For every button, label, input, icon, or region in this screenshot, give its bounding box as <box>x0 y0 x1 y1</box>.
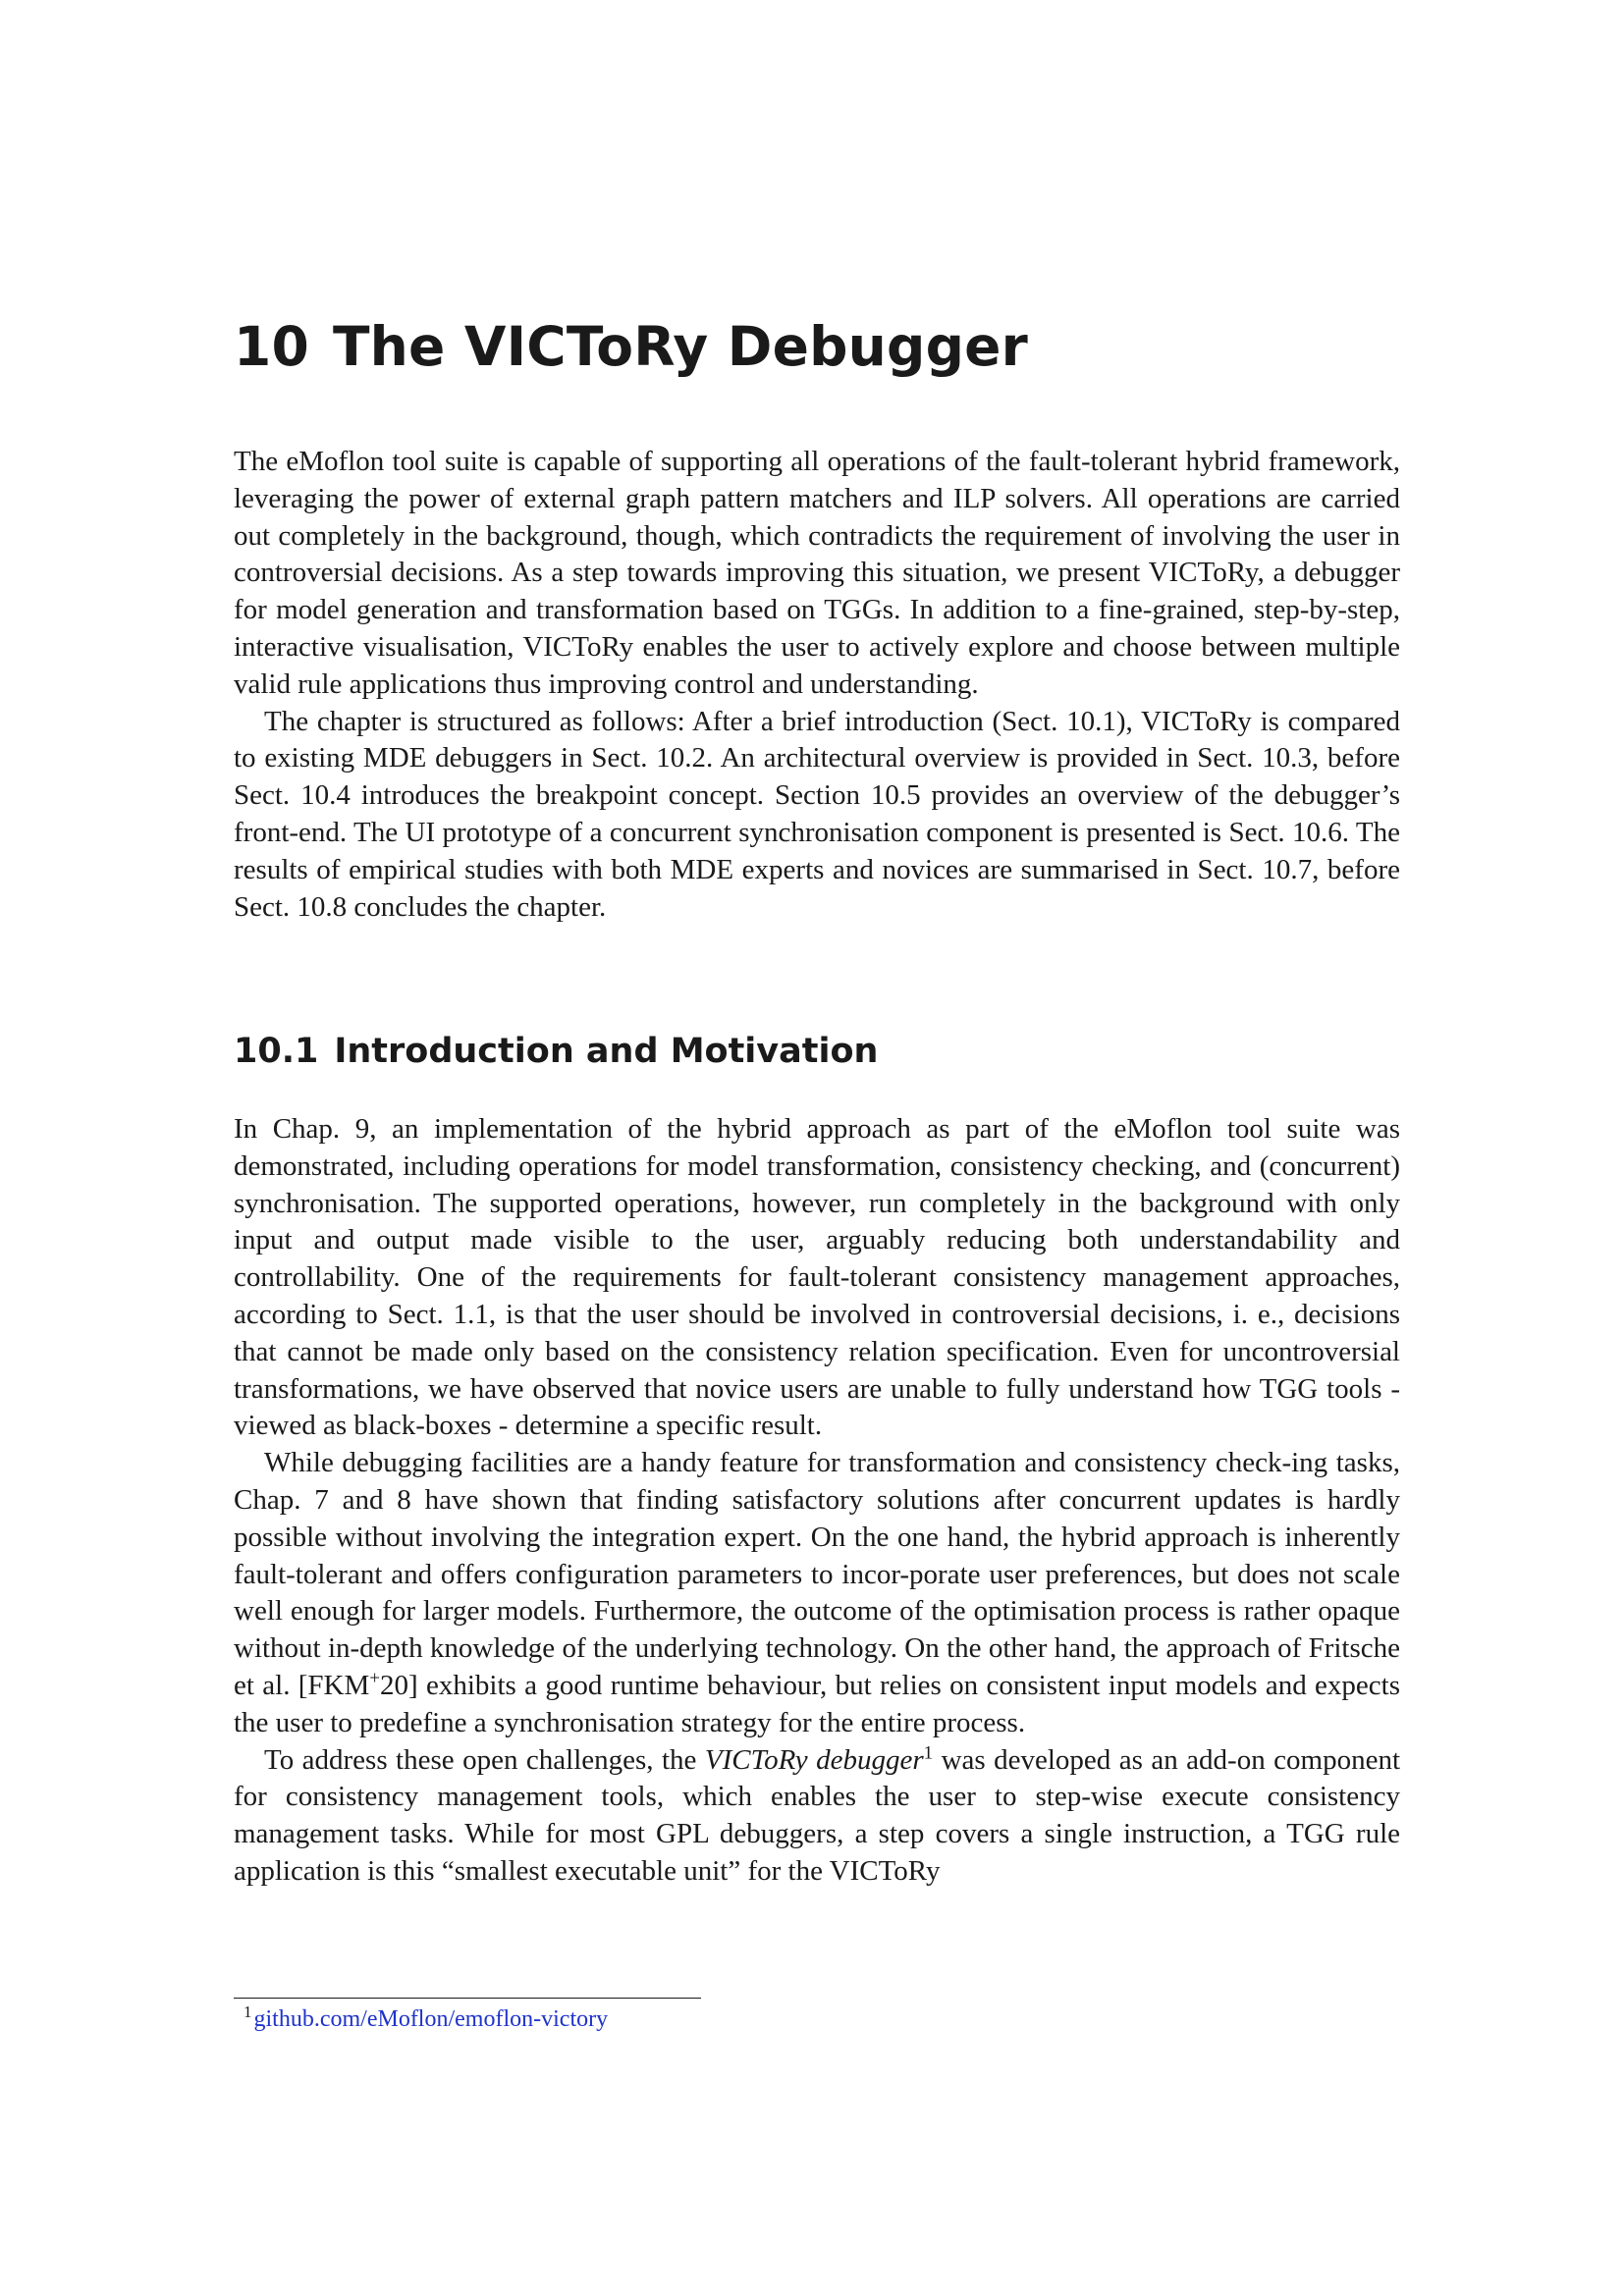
section-number: 10.1 <box>234 1032 319 1071</box>
body-paragraph-2-end: 20] exhibits a good runtime behaviour, but relies on consistent input models and expects the user to predefine a synchronisation strategy for the entire process. <box>234 1669 1400 1738</box>
footnote-link[interactable]: github.com/eMoflon/emoflon-victory <box>253 2006 609 2032</box>
body-paragraph-3 <box>234 1742 1400 1891</box>
body-paragraph-3-end: was developed as an add-on component for consistency management tools, which enables the user to step-wise execute consistency management tasks. While for most GPL debuggers, a step covers a single instruction, a TGG rule application is this “smallest executable unit” for the VICToRy <box>234 1743 1401 1887</box>
chapter-intro <box>234 444 1400 926</box>
chapter-title <box>234 312 1028 381</box>
citation-superscript: + <box>369 1668 381 1689</box>
intro-paragraph-2: The chapter is structured as follows: After a brief introduction (Sect. 10.1), VICToRy is compared to existing MDE debuggers in Sect. 10.2. An architectural overview is provided in Sect. 10.3, before Sect. 10.4 introduces the breakpoint concept. Section 10.5 provides an overview of the debugger’s front-end. The UI prototype of a concurrent synchronisation component is presented is Sect. 10.6. The results of empirical studies with both MDE experts and novices are summarised in Sect. 10.7, before Sect. 10.8 concludes the chapter. <box>234 705 1400 923</box>
section-body <box>234 1111 1400 1891</box>
victory-debugger-term: VICToRy debugger <box>704 1743 924 1776</box>
footnote-marker: 1 <box>244 2002 252 2021</box>
body-paragraph-1: In Chap. 9, an implementation of the hybrid approach as part of the eMoflon tool suite was demonstrated, including operations for model transformation, consistency checking, and (concurrent) synchronisation. The supported operations, however, run completely in the background with only input and output made visible to the user, arguably reducing both understandability and controllability. One of the requirements for fault-tolerant consistency management approaches, according to Sect. 1.1, is that the user should be involved in controversial decisions, i. e., decisions that cannot be made only based on the consistency relation specification. Even for uncontroversial transformations, we have observed that novice users are unable to fully understand how TGG tools - viewed as black-boxes - determine a specific result. <box>234 1113 1400 1442</box>
section-heading <box>234 1029 878 1074</box>
intro-paragraph-1: The eMoflon tool suite is capable of supporting all operations of the fault-tolerant hybrid framework, leveraging the power of external graph pattern matchers and ILP solvers. All operations are carried out completely in the background, though, which contradicts the requirement of involving the user in controversial decisions. As a step towards improving this situation, we present VICToRy, a debugger for model generation and transformation based on TGGs. In addition to a fine-grained, step-by-step, interactive visualisation, VICToRy enables the user to actively explore and choose between multiple valid rule applications thus improving control and understanding. <box>234 446 1400 700</box>
footnote <box>244 2003 608 2035</box>
footnote-reference[interactable]: 1 <box>923 1741 934 1763</box>
footnote-divider <box>234 1998 701 1999</box>
body-paragraph-2-start: While debugging facilities are a handy feature for transformation and consistency check-ing tasks, Chap. 7 and 8 have shown that finding satisfactory solutions after concurrent updates is hardly possible without involving the integration expert. On the one hand, the hybrid approach is inherently fault-tolerant and offers configuration parameters to incor-porate user preferences, but does not scale well enough for larger models. Furthermore, the outcome of the optimisation process is rather opaque without in-depth knowledge of the underlying technology. On the other hand, the approach of Fritsche et al. [FKM <box>234 1447 1400 1701</box>
body-paragraph-3-start: To address these open challenges, the <box>264 1743 705 1776</box>
section-title-text: Introduction and Motivation <box>334 1032 879 1071</box>
chapter-number: 10 <box>234 315 309 378</box>
body-paragraph-2 <box>234 1445 1400 1741</box>
chapter-title-text: The VICToRy Debugger <box>332 315 1028 378</box>
